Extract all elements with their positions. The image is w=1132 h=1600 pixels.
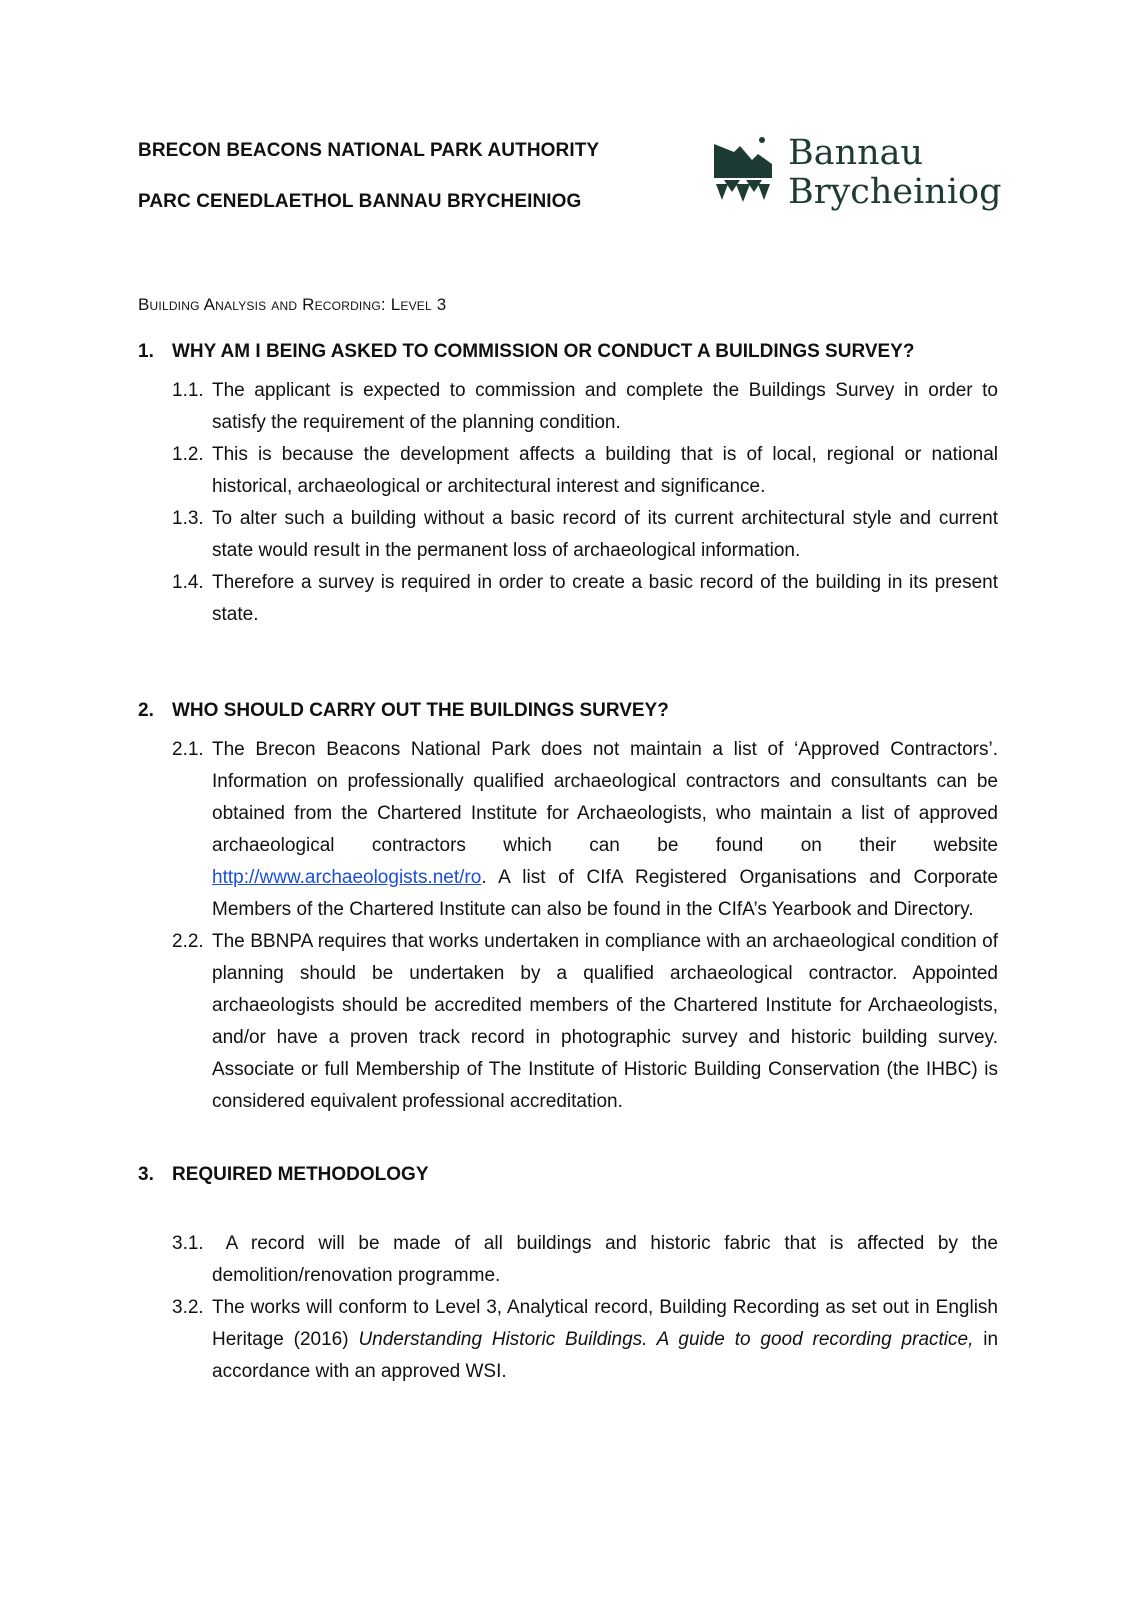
document-subtitle: Building Analysis and Recording: Level 3 [138, 295, 447, 314]
item-text: The applicant is expected to commission and complete the Buildings Survey in order to satisfy the requirement of the planning condition. [212, 380, 998, 433]
item-number: 1.4. [172, 572, 204, 593]
item-text-after-link: . A list of CIfA Registered Organisations and Corporate Members of the Chartered Institute can also be found in the CIfA’s Yearbook and Directory. [212, 867, 998, 920]
item-text-before-link: The Brecon Beacons National Park does not maintain a list of ‘Approved Contractors’. Information on professionally qualified archaeological contractors and consultants can be obtained from the Chartered Institute for Archaeologists, who maintain a list of approved archaeological contractors which can be found on their website [212, 739, 998, 856]
authority-name-welsh: PARC CENEDLAETHOL BANNAU BRYCHEINIOG [138, 191, 582, 212]
item-text: The BBNPA requires that works undertaken in compliance with an archaeological condition of planning should be undertaken by a qualified archaeological contractor. Appointed archaeologists should be accredited members of the Chartered Institute for Archaeologists, and/or have a proven track record in photographic survey and historic building survey. Associate or full Membership of The Institute of Historic Building Conservation (the IHBC) is considered equivalent professional accreditation. [212, 931, 998, 1112]
logo-wordmark [788, 134, 1002, 212]
list-item [172, 926, 998, 1118]
list-item [172, 1228, 1004, 1292]
item-text: A record will be made of all buildings and historic fabric that is affected by the demolition/renovation programme. [212, 1233, 1004, 1286]
mountain-tree-logo-icon [712, 134, 774, 210]
item-number: 1.1. [172, 380, 204, 401]
list-item [172, 503, 998, 567]
section-title: WHY AM I BEING ASKED TO COMMISSION OR CONDUCT A BUILDINGS SURVEY? [172, 341, 915, 362]
item-number: 2.2. [172, 931, 204, 952]
section-heading [138, 700, 998, 734]
item-text: Therefore a survey is required in order to create a basic record of the building in its present state. [212, 572, 998, 625]
item-number: 3.2. [172, 1297, 204, 1318]
list-item [172, 567, 998, 631]
section-number: 1. [138, 341, 154, 362]
list-item [172, 375, 998, 439]
cifa-website-link[interactable]: http://www.archaeologists.net/ro [212, 867, 482, 888]
section-methodology [138, 1164, 1004, 1388]
section-number: 2. [138, 700, 154, 721]
authority-name-english: BRECON BEACONS NATIONAL PARK AUTHORITY [138, 140, 600, 161]
logo-wordmark-line1: Bannau [788, 133, 924, 173]
section-number: 3. [138, 1164, 154, 1185]
publication-title: Understanding Historic Buildings. A guide to good recording practice, [358, 1329, 974, 1350]
section-heading [138, 1164, 998, 1198]
item-text: This is because the development affects a building that is of local, regional or national historical, archaeological or architectural interest and significance. [212, 444, 998, 497]
bannau-brycheiniog-logo [712, 134, 1012, 214]
list-item [172, 439, 998, 503]
logo-wordmark-line2: Brycheiniog [788, 172, 1002, 212]
item-text [212, 1292, 998, 1388]
section-heading [138, 341, 998, 375]
section-who-carries-out [138, 700, 998, 1118]
section-title: WHO SHOULD CARRY OUT THE BUILDINGS SURVEY? [172, 700, 669, 721]
item-number: 1.3. [172, 508, 204, 529]
section-title: REQUIRED METHODOLOGY [172, 1164, 429, 1185]
section-why-survey [138, 341, 998, 631]
item-number: 2.1. [172, 739, 204, 760]
item-number: 3.1. [172, 1233, 204, 1254]
list-item [172, 1292, 998, 1388]
item-text: To alter such a building without a basic record of its current architectural style and current state would result in the permanent loss of archaeological information. [212, 508, 998, 561]
item-number: 1.2. [172, 444, 204, 465]
list-item [172, 734, 998, 926]
item-text [212, 734, 998, 926]
item-text-before-title: The works will conform to Level 3, Analytical record, Building Recording as set out in English Heritage (2016) [212, 1297, 998, 1350]
item-text-after-title: in accordance with an approved WSI. [212, 1329, 999, 1382]
